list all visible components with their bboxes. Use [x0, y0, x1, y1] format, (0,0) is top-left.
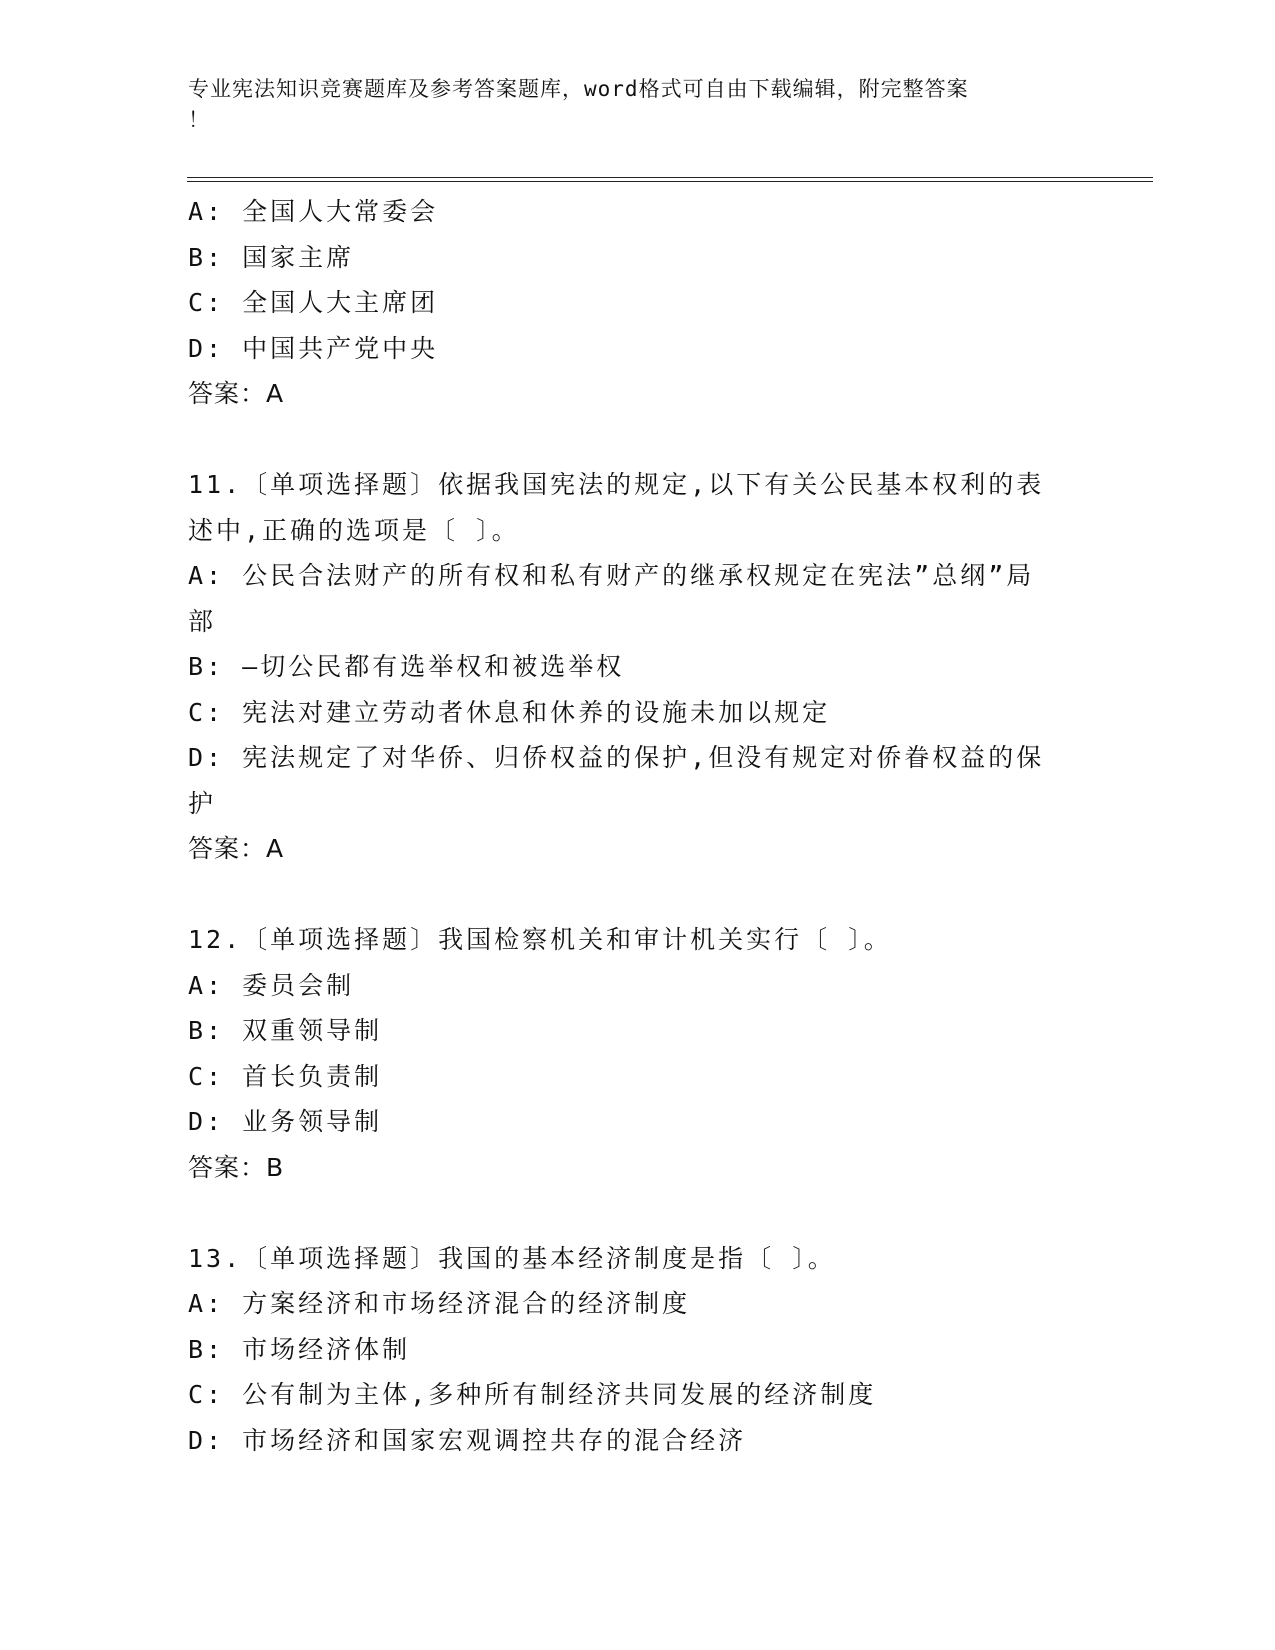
- option-d: D: 业务领导制: [188, 1107, 383, 1136]
- option-b: B: 双重领导制: [188, 1016, 383, 1045]
- question-stem: 11.〔单项选择题〕依据我国宪法的规定,以下有关公民基本权利的表: [188, 470, 1045, 499]
- spacer: [188, 1190, 1068, 1236]
- answer-line: 答案：A: [188, 834, 285, 863]
- option-a: A: 公民合法财产的所有权和私有财产的继承权规定在宪法”总纲”局: [188, 561, 1035, 590]
- option-b: B: 国家主席: [188, 242, 355, 272]
- answer-line: 答案：A: [188, 379, 285, 408]
- header-divider-bottom: [187, 181, 1153, 182]
- option-c: C: 首长负责制: [188, 1061, 383, 1091]
- question-13: [188, 1236, 1068, 1464]
- question-list: [188, 189, 1068, 1463]
- option-b: B: —切公民都有选举权和被选举权: [188, 652, 625, 681]
- option-c: C: 宪法对建立劳动者休息和休养的设施未加以规定: [188, 697, 831, 727]
- option-c: C: 公有制为主体,多种所有制经济共同发展的经济制度: [188, 1380, 877, 1409]
- option-d: D: 中国共产党中央: [188, 333, 439, 363]
- question-11: [188, 462, 1068, 872]
- question-stem: 13.〔单项选择题〕我国的基本经济制度是指〔 〕。: [188, 1243, 836, 1273]
- answer-line: 答案：B: [188, 1152, 285, 1182]
- question-stem-continued: 述中,正确的选项是〔 〕。: [188, 515, 520, 545]
- option-a-continued: 部: [188, 606, 217, 636]
- spacer: [188, 417, 1068, 463]
- option-d-continued: 护: [188, 788, 217, 818]
- question-stem: 12.〔单项选择题〕我国检察机关和审计机关实行〔 〕。: [188, 925, 892, 954]
- header-line-2: ！: [188, 108, 210, 132]
- option-a: A: 委员会制: [188, 970, 355, 1000]
- option-c: C: 全国人大主席团: [188, 288, 439, 317]
- document-header: [188, 74, 1068, 136]
- spacer: [188, 872, 1068, 918]
- option-a: A: 方案经济和市场经济混合的经济制度: [188, 1289, 691, 1318]
- option-b: B: 市场经济体制: [188, 1334, 411, 1364]
- question-12: [188, 917, 1068, 1190]
- option-d: D: 宪法规定了对华侨、归侨权益的保护,但没有规定对侨眷权益的保: [188, 743, 1045, 772]
- header-divider-top: [187, 177, 1153, 178]
- question-10: [188, 189, 1068, 417]
- option-a: A: 全国人大常委会: [188, 197, 439, 226]
- option-d: D: 市场经济和国家宏观调控共存的混合经济: [188, 1425, 747, 1455]
- header-line-1: 专业宪法知识竞赛题库及参考答案题库，word格式可自由下载编辑，附完整答案: [188, 77, 969, 101]
